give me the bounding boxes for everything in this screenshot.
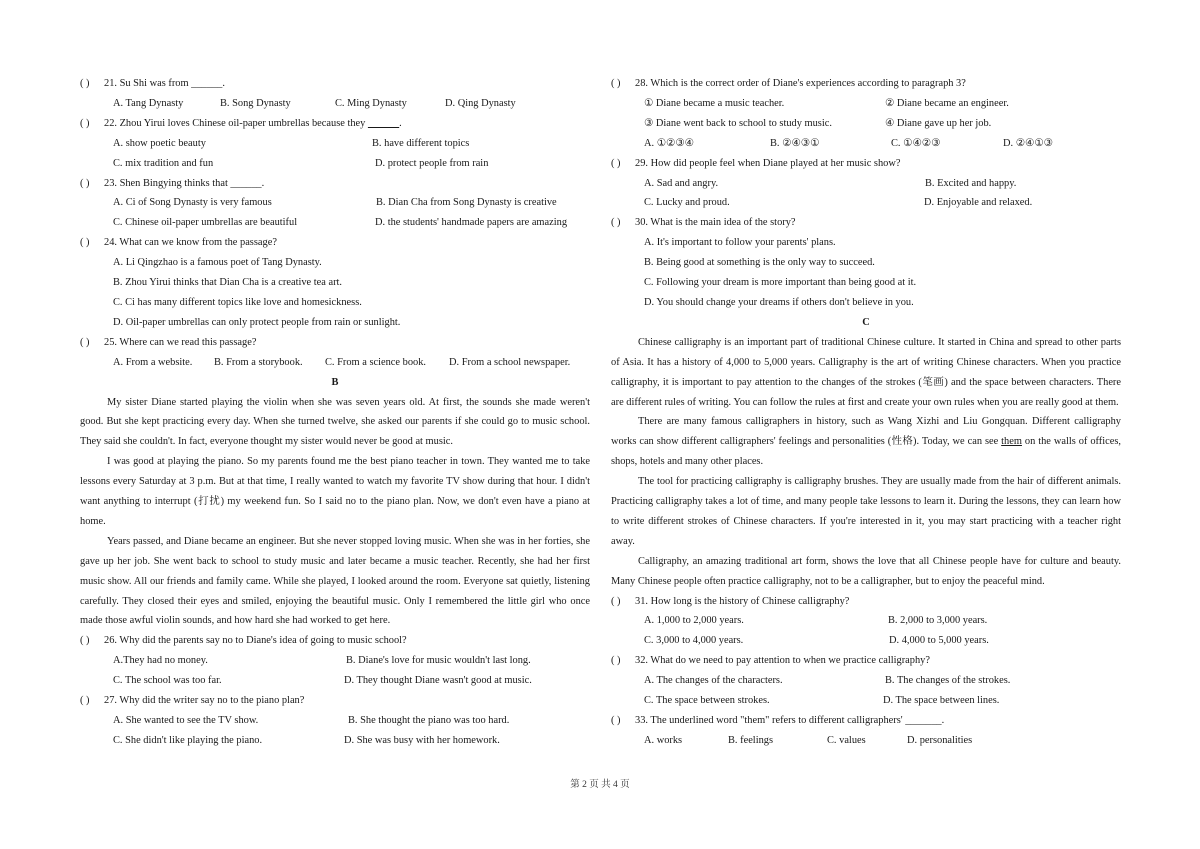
stem-end: .	[399, 117, 402, 129]
options-21	[80, 94, 590, 114]
answer-bracket: ( )	[611, 715, 621, 726]
question-29	[611, 154, 1121, 174]
section-heading-b: B	[331, 376, 339, 388]
passage-b-paragraph: Years passed, and Diane became an engineer. But she never stopped loving music. When she was in her forties, she gave up her job. She went back to school to study music and later became a music teacher. Recently, she had her first music show. All our friends and family came. While she played, I looked around the room. Everyone sat quietly, listening carefully. They closed their eyes and smiled, enjoying the beautiful music. Only I remembered the little girl who once made those awful violin sounds, and how hard she had worked to get here.	[80, 535, 590, 627]
question-stem: 23. Shen Bingying thinks that ______.	[104, 177, 265, 189]
option-d: D. ②④①③	[1003, 137, 1053, 149]
question-stem: 21. Su Shi was from ______.	[104, 78, 225, 89]
question-31	[611, 592, 1121, 612]
option-c: C. From a science book.	[325, 356, 426, 368]
passage-c-paragraph: Calligraphy, an amazing traditional art form, shows the love that all Chinese people have for culture and beauty. Many Chinese people often practice calligraphy, not to be a calligrapher, but to enjoy the peaceful mind.	[611, 555, 1121, 587]
option-d: D. From a school newspaper.	[449, 356, 571, 368]
answer-bracket: ( )	[80, 237, 90, 249]
options-33	[611, 731, 1121, 751]
option-row	[80, 253, 590, 273]
question-28	[611, 74, 1121, 94]
passage-b-paragraph: My sister Diane started playing the violin when she was seven years old. At first, the sounds she made weren't good. But she kept practicing every day. When she turned twelve, she asked our parents if she could go to music school. They said she couldn't. In fact, everyone thought my sister would never be good at music.	[80, 396, 590, 448]
option-d: D. Oil-paper umbrellas can only protect people from rain or sunlight.	[113, 316, 401, 328]
option-d: D. The space between lines.	[883, 695, 1000, 707]
passage-c-paragraph: The tool for practicing calligraphy is calligraphy brushes. They are usually made from the hair of different animals. Practicing calligraphy takes a lot of time, and many people take lessons to learn it. During the lessons, they can learn how to write different strokes of Chinese characters. If you're interested in it, you may start practicing with a teacher right away.	[611, 476, 1121, 547]
option-b: B. Excited and happy.	[925, 177, 1017, 189]
options-27a	[80, 711, 590, 731]
option-a: A. ①②③④	[644, 137, 694, 149]
option-row	[80, 273, 590, 293]
question-stem: 32. What do we need to pay attention to when we practice calligraphy?	[635, 655, 930, 667]
option-a: A. Tang Dynasty	[113, 97, 184, 109]
option-c: C. Following your dream is more important than being good at it.	[644, 277, 917, 289]
options-22a	[80, 134, 590, 154]
question-26	[80, 631, 590, 651]
option-c: C. She didn't like playing the piano.	[113, 734, 263, 746]
question-30	[611, 213, 1121, 233]
option-d: D. the students' handmade papers are amazing	[375, 217, 568, 229]
question-stem: 25. Where can we read this passage?	[104, 336, 257, 348]
answer-bracket: ( )	[80, 635, 90, 647]
option-a: A. show poetic beauty	[113, 137, 206, 149]
question-stem: 29. How did people feel when Diane played at her music show?	[635, 157, 901, 169]
options-23b	[80, 213, 590, 233]
passage-c-paragraph	[611, 412, 1121, 472]
option-a: A. The changes of the characters.	[644, 675, 783, 687]
question-25	[80, 333, 590, 353]
question-stem: 28. Which is the correct order of Diane's experiences according to paragraph 3?	[635, 78, 966, 89]
option-b: B. Song Dynasty	[220, 97, 291, 109]
option-b: B. She thought the piano was too hard.	[348, 715, 510, 726]
option-c: C. The space between strokes.	[644, 695, 770, 707]
question-stem: 33. The underlined word "them" refers to different calligraphers' _______.	[635, 715, 945, 726]
answer-bracket: ( )	[80, 695, 90, 707]
question-33	[611, 711, 1121, 731]
option-b: B. Being good at something is the only way to succeed.	[644, 257, 875, 269]
option-b: B. The changes of the strokes.	[885, 675, 1011, 687]
option-d: D. protect people from rain	[375, 157, 489, 169]
left-column	[80, 74, 590, 751]
options-22b	[80, 154, 590, 174]
option-a: A. works	[644, 734, 683, 746]
option-b: B. have different topics	[372, 137, 470, 149]
passage-b-paragraph: I was good at playing the piano. So my parents found me the best piano teacher in town. They wanted me to take lessons every Saturday at 3 p.m. But at that time, I really wanted to watch my favorite TV show during that hour. I didn't want anything to interrupt (打扰) my weekend fun. So I said no to the piano plan. Now, we don't even have a piano at home.	[80, 456, 590, 527]
options-26a	[80, 651, 590, 671]
option-a: A. She wanted to see the TV show.	[113, 715, 259, 726]
options-29a	[611, 174, 1121, 194]
event-3: ③ Diane went back to school to study music.	[644, 117, 832, 129]
answer-bracket: ( )	[611, 595, 621, 607]
option-row	[611, 293, 1121, 313]
options-25	[80, 353, 590, 373]
option-a: A. From a website.	[113, 356, 193, 368]
question-stem: 31. How long is the history of Chinese calligraphy?	[635, 595, 850, 607]
answer-bracket: ( )	[80, 117, 90, 129]
option-c: C. values	[827, 734, 866, 746]
section-heading-c: C	[862, 316, 870, 328]
options-32a	[611, 671, 1121, 691]
question-22	[80, 114, 590, 134]
question-stem	[104, 114, 402, 134]
option-a: A.They had no money.	[113, 655, 208, 667]
question-24	[80, 233, 590, 253]
answer-blank: ______	[367, 117, 400, 129]
option-a: A. It's important to follow your parents' plans.	[644, 237, 836, 249]
answer-bracket: ( )	[611, 655, 621, 667]
answer-bracket: ( )	[80, 177, 90, 189]
question-32	[611, 651, 1121, 671]
option-b: B. 2,000 to 3,000 years.	[888, 615, 988, 627]
option-d: D. personalities	[907, 734, 973, 746]
option-b: B. ②④③①	[770, 137, 820, 149]
option-c: C. ①④②③	[891, 137, 941, 149]
option-b: B. From a storybook.	[214, 356, 303, 368]
option-a: A. Li Qingzhao is a famous poet of Tang Dynasty.	[113, 257, 322, 269]
options-29b	[611, 193, 1121, 213]
passage-c-paragraph: Chinese calligraphy is an important part of traditional Chinese culture. It started in China and spread to other parts of Asia. It has a history of 4,000 to 5,000 years. Calligraphy is the art of writing Chinese characters. When you practice calligraphy, it is important to pay attention to the changes of the strokes (笔画) and the space between characters. There are different rules of writing. You can follow the rules at first and create your own rules when you are really good at them.	[611, 336, 1121, 408]
option-c: C. Chinese oil-paper umbrellas are beautiful	[113, 217, 298, 229]
question-stem: 27. Why did the writer say no to the piano plan?	[104, 695, 305, 707]
option-b: B. feelings	[728, 734, 774, 746]
question-23	[80, 174, 590, 194]
option-c: C. Ci has many different topics like love and homesickness.	[113, 296, 362, 308]
option-d: D. She was busy with her homework.	[344, 734, 500, 746]
option-row	[611, 273, 1121, 293]
question-21	[80, 74, 590, 94]
stem-text: 22. Zhou Yirui loves Chinese oil-paper umbrellas because they	[104, 117, 368, 129]
option-c: C. mix tradition and fun	[113, 157, 214, 169]
option-d: D. Qing Dynasty	[445, 97, 516, 109]
passage-text: on the walls of offices, shops, hotels and many other places.	[611, 436, 1122, 468]
options-27b	[80, 731, 590, 751]
question-27	[80, 691, 590, 711]
event-2: ② Diane became an engineer.	[885, 97, 1009, 109]
question-stem: 30. What is the main idea of the story?	[635, 217, 796, 229]
option-c: C. Lucky and proud.	[644, 197, 730, 209]
question-stem: 26. Why did the parents say no to Diane's idea of going to music school?	[104, 635, 407, 647]
passage-text: There are many famous calligraphers in history, such as Wang Xizhi and Liu Gongquan. Different calligraphy works can show different calligraphers' feelings and personalities (性格). Today, we can see	[611, 416, 1121, 448]
answer-bracket: ( )	[611, 78, 621, 89]
right-column	[611, 74, 1121, 751]
page-footer: 第 2 页 共 4 页	[570, 780, 630, 790]
option-d: D. They thought Diane wasn't good at music.	[344, 675, 532, 687]
option-b: B. Diane's love for music wouldn't last long.	[346, 655, 531, 667]
options-28	[611, 134, 1121, 154]
events-28a	[611, 94, 1121, 114]
options-31b	[611, 631, 1121, 651]
option-row	[611, 233, 1121, 253]
option-d: D. 4,000 to 5,000 years.	[889, 635, 989, 647]
option-d: D. You should change your dreams if others don't believe in you.	[644, 296, 914, 308]
answer-bracket: ( )	[80, 78, 90, 89]
option-c: C. Ming Dynasty	[335, 97, 407, 109]
event-1: ① Diane became a music teacher.	[644, 97, 785, 109]
answer-bracket: ( )	[80, 336, 90, 348]
option-a: A. Ci of Song Dynasty is very famous	[113, 197, 272, 209]
question-stem: 24. What can we know from the passage?	[104, 237, 277, 249]
option-b: B. Dian Cha from Song Dynasty is creative	[376, 197, 557, 209]
events-28b	[611, 114, 1121, 134]
options-32b	[611, 691, 1121, 711]
option-row	[80, 313, 590, 333]
option-row	[80, 293, 590, 313]
options-31a	[611, 611, 1121, 631]
option-a: A. 1,000 to 2,000 years.	[644, 615, 744, 627]
option-d: D. Enjoyable and relaxed.	[924, 197, 1033, 209]
underlined-word: them	[1001, 436, 1022, 448]
options-26b	[80, 671, 590, 691]
option-c: C. 3,000 to 4,000 years.	[644, 635, 744, 647]
option-c: C. The school was too far.	[113, 675, 222, 687]
answer-bracket: ( )	[611, 157, 621, 169]
option-a: A. Sad and angry.	[644, 177, 719, 189]
options-23a	[80, 193, 590, 213]
answer-bracket: ( )	[611, 217, 621, 229]
event-4: ④ Diane gave up her job.	[885, 117, 992, 129]
option-row	[611, 253, 1121, 273]
option-b: B. Zhou Yirui thinks that Dian Cha is a creative tea art.	[113, 277, 343, 289]
